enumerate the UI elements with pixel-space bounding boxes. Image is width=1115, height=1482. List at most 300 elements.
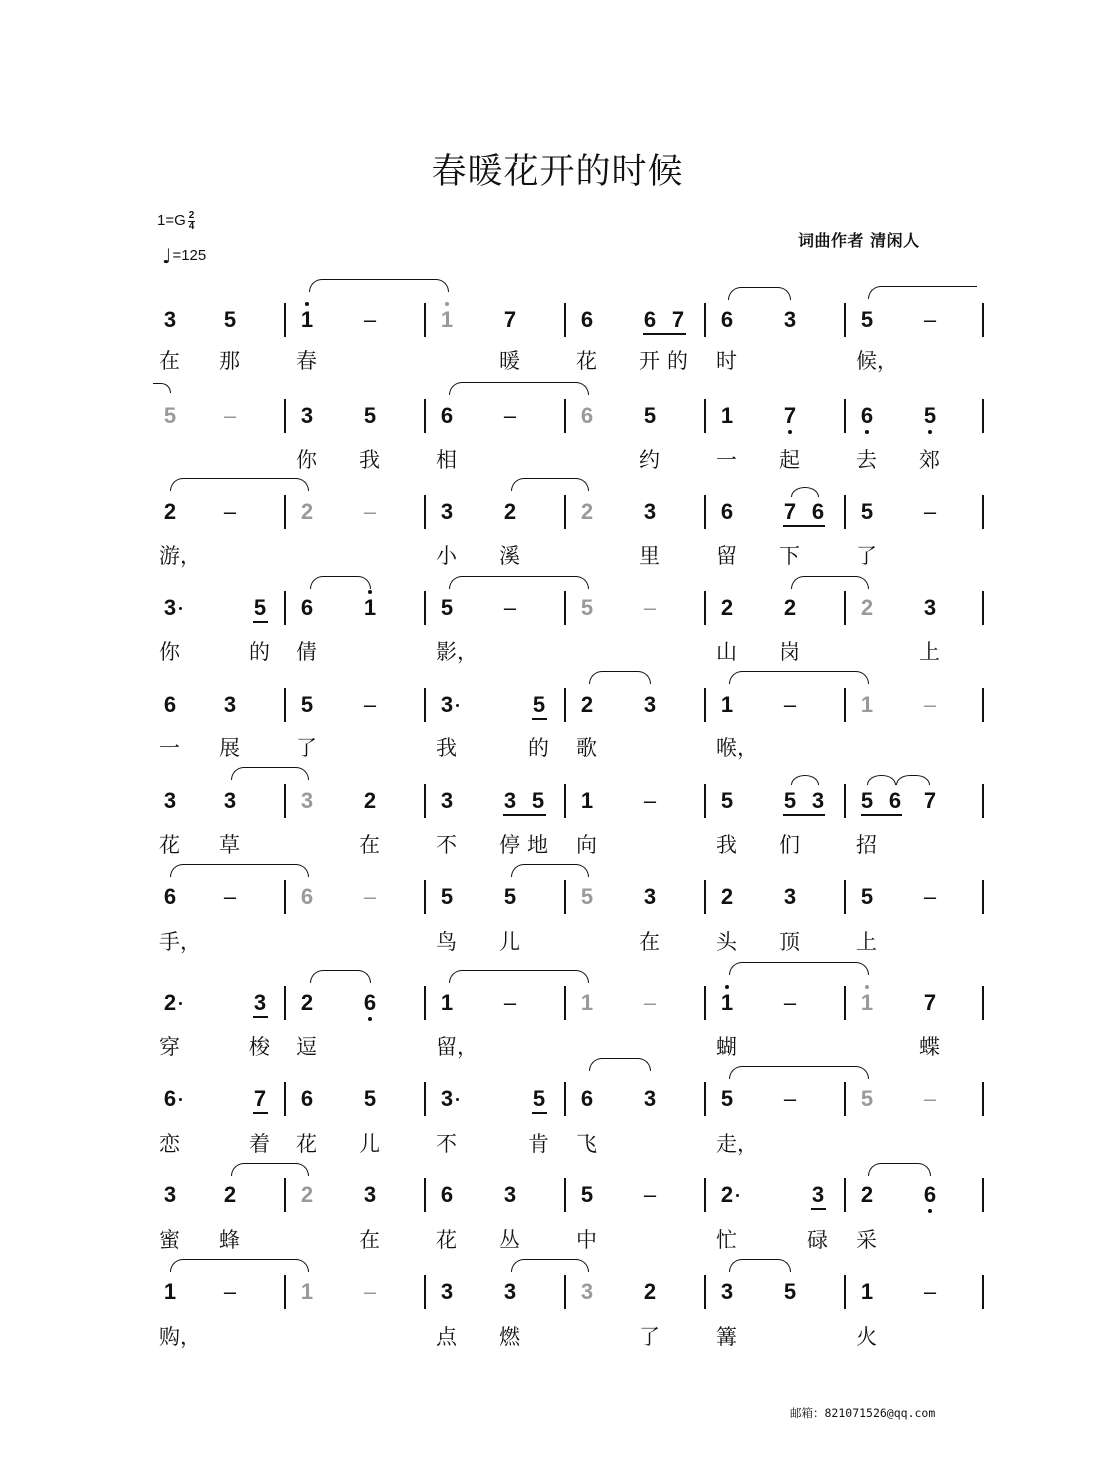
bar-line [284, 986, 286, 1020]
note-digit: 1 [860, 990, 874, 1015]
lyric: 不 [436, 833, 457, 857]
tie-arc [170, 864, 309, 877]
sustain-dash [498, 404, 522, 428]
eighth-underline [253, 1016, 268, 1018]
lyric: 中 [576, 1228, 597, 1252]
note-digit: 5 [253, 595, 267, 620]
bar-line [844, 1082, 846, 1116]
lyric: 购， [159, 1325, 201, 1349]
tie-arc [231, 1163, 309, 1176]
note [855, 1280, 879, 1304]
lyric: 倩 [296, 640, 317, 664]
sustain-dash [638, 596, 662, 620]
sustain-dash [778, 1087, 802, 1111]
note-digit: 5 [531, 788, 545, 813]
sustain-dash [358, 885, 382, 909]
lyric: 停 [499, 833, 520, 857]
note [575, 1280, 599, 1304]
note-digit: 3 [440, 1279, 454, 1304]
note-digit: 5 [783, 788, 797, 813]
lyric: 岗 [779, 640, 800, 664]
tie-arc [729, 1066, 869, 1079]
eighth-underline [503, 814, 546, 816]
note-digit: 2 [503, 499, 517, 524]
note-digit: 5 [532, 1086, 546, 1111]
note [575, 885, 599, 909]
note-digit: 2 [223, 1182, 237, 1207]
note [855, 885, 879, 909]
note [498, 308, 522, 332]
lyric: 时 [716, 349, 737, 373]
augmentation-dot [456, 704, 459, 707]
note-digit: 5 [720, 788, 734, 813]
bar-line [564, 1275, 566, 1309]
lyric: 你 [296, 448, 317, 472]
sustain-dash [498, 596, 522, 620]
note [498, 789, 522, 813]
lyric: 我 [436, 736, 457, 760]
note-digit: 5 [860, 499, 874, 524]
tie-arc [729, 1259, 791, 1272]
lyric: 飞 [576, 1132, 597, 1156]
tie-arc [449, 576, 589, 589]
note-digit: – [503, 990, 517, 1015]
bar-line [982, 880, 984, 914]
note-digit: 5 [532, 692, 546, 717]
bar-line [704, 688, 706, 722]
tie-arc [868, 1163, 931, 1176]
note [918, 1183, 942, 1207]
note-digit: 5 [720, 1086, 734, 1111]
lyric: 着 [249, 1132, 270, 1156]
bar-line [564, 495, 566, 529]
bar-line [424, 784, 426, 818]
note-digit: 3 [811, 1182, 825, 1207]
tie-arc [511, 1259, 589, 1272]
bar-line [284, 688, 286, 722]
note-digit: 6 [720, 499, 734, 524]
eighth-underline [783, 814, 825, 816]
lyric: 山 [716, 640, 737, 664]
note-digit: 6 [580, 403, 594, 428]
augmentation-dot [179, 1098, 182, 1101]
note-digit: 2 [720, 884, 734, 909]
note-digit: 6 [720, 307, 734, 332]
lyric: 里 [639, 544, 660, 568]
lyric: 走， [716, 1132, 758, 1156]
augmentation-dot [179, 1002, 182, 1005]
bar-line [284, 303, 286, 337]
note [855, 308, 879, 332]
note-digit: – [643, 595, 657, 620]
note [715, 693, 739, 717]
tie-arc [231, 767, 309, 780]
note [715, 404, 739, 428]
bar-line [704, 986, 706, 1020]
octave-dot-high [865, 985, 869, 989]
bar-line [284, 1178, 286, 1212]
note [158, 693, 182, 717]
note-digit: 3 [163, 307, 177, 332]
sustain-dash [358, 500, 382, 524]
note [435, 308, 459, 332]
note [715, 991, 739, 1015]
note-digit: 3 [440, 499, 454, 524]
note-digit: 3 [503, 1182, 517, 1207]
bar-line [284, 399, 286, 433]
note-digit: 3 [811, 788, 825, 813]
bar-line [844, 688, 846, 722]
bar-line [704, 399, 706, 433]
tie-arc [511, 864, 589, 877]
lyric: 草 [219, 833, 240, 857]
bar-line [704, 591, 706, 625]
note-digit: – [923, 1279, 937, 1304]
note-digit: – [643, 1182, 657, 1207]
note-digit: 3 [300, 788, 314, 813]
tie-arc [728, 287, 791, 300]
lyric: 儿 [499, 930, 520, 954]
lyric: 儿 [359, 1132, 380, 1156]
note [715, 1087, 739, 1111]
note [883, 789, 907, 813]
sustain-dash [638, 789, 662, 813]
footer-email: 邮箱：821071526@qq.com [790, 1406, 936, 1420]
note [855, 596, 879, 620]
note [575, 308, 599, 332]
note [638, 1087, 662, 1111]
lyric: 春 [296, 349, 317, 373]
lyric: 鸟 [436, 930, 457, 954]
bar-line [704, 303, 706, 337]
note [218, 693, 242, 717]
bar-line [564, 1178, 566, 1212]
sustain-dash [778, 693, 802, 717]
note-digit: 2 [300, 1182, 314, 1207]
bar-line [564, 784, 566, 818]
lyric: 了 [639, 1325, 660, 1349]
sustain-dash [358, 308, 382, 332]
note-digit: 1 [720, 990, 734, 1015]
note [158, 1087, 182, 1111]
lyric: 头 [716, 930, 737, 954]
note [575, 1087, 599, 1111]
tie-arc [867, 775, 896, 785]
note [158, 500, 182, 524]
tie-arc [449, 382, 589, 395]
note [715, 789, 739, 813]
bar-line [982, 303, 984, 337]
lyric: 手， [159, 930, 201, 954]
note [158, 404, 182, 428]
eighth-underline [532, 718, 547, 720]
note-digit: 2 [720, 595, 734, 620]
note-digit: 3 [163, 1182, 177, 1207]
note [715, 885, 739, 909]
tie-arc [791, 576, 869, 589]
bar-line [424, 1275, 426, 1309]
sustain-dash [498, 991, 522, 1015]
eighth-underline [643, 333, 686, 335]
note [666, 308, 690, 332]
note-digit: 6 [300, 595, 314, 620]
note [435, 693, 459, 717]
note-digit: 3 [580, 1279, 594, 1304]
tie-arc [729, 671, 869, 684]
sustain-dash [218, 404, 242, 428]
quarter-note-icon: ♩ [162, 244, 172, 268]
lyric: 郊 [919, 448, 940, 472]
note [295, 885, 319, 909]
note [778, 789, 802, 813]
note [218, 789, 242, 813]
note-digit: 3 [223, 788, 237, 813]
note-digit: 1 [300, 1279, 314, 1304]
lyric: 地 [527, 833, 548, 857]
lyric: 去 [856, 448, 877, 472]
note [295, 404, 319, 428]
tie-arc [791, 775, 819, 785]
lyric: 燃 [499, 1325, 520, 1349]
note-digit: 1 [440, 990, 454, 1015]
lyric: 火 [856, 1325, 877, 1349]
note-digit: 2 [163, 990, 177, 1015]
lyric: 的 [667, 349, 688, 373]
bar-line [424, 591, 426, 625]
lyric: 蝶 [919, 1035, 940, 1059]
bar-line [704, 495, 706, 529]
note-digit: – [223, 499, 237, 524]
note [218, 1183, 242, 1207]
note [358, 404, 382, 428]
lyric: 那 [219, 349, 240, 373]
lyric: 顶 [779, 930, 800, 954]
bar-line [424, 1178, 426, 1212]
note [575, 500, 599, 524]
note [778, 1280, 802, 1304]
lyric: 逗 [296, 1035, 317, 1059]
note-digit: 6 [300, 884, 314, 909]
sustain-dash [638, 991, 662, 1015]
note-digit: 3 [440, 1086, 454, 1111]
note-digit: 3 [440, 788, 454, 813]
bar-line [844, 986, 846, 1020]
tie-arc [791, 487, 819, 497]
note [575, 404, 599, 428]
note [158, 885, 182, 909]
eighth-underline [861, 814, 902, 816]
note [295, 693, 319, 717]
lyric: 丛 [499, 1228, 520, 1252]
octave-dot-low [928, 430, 932, 434]
note-digit: 2 [163, 499, 177, 524]
bar-line [564, 688, 566, 722]
octave-dot-high [445, 302, 449, 306]
bar-line [704, 880, 706, 914]
bar-line [844, 495, 846, 529]
bar-line [284, 784, 286, 818]
bar-line [424, 399, 426, 433]
note [638, 500, 662, 524]
note [918, 404, 942, 428]
note-digit: 5 [363, 403, 377, 428]
note [638, 308, 662, 332]
note [248, 596, 272, 620]
lyric: 穿 [159, 1035, 180, 1059]
sustain-dash [218, 885, 242, 909]
note [158, 1280, 182, 1304]
note [218, 308, 242, 332]
note [715, 1280, 739, 1304]
lyric: 蜜 [159, 1228, 180, 1252]
note-digit: 3 [643, 884, 657, 909]
note-digit: – [923, 499, 937, 524]
bar-line [844, 303, 846, 337]
lyric: 蝴 [716, 1035, 737, 1059]
note [778, 596, 802, 620]
note [715, 1183, 739, 1207]
bar-line [844, 591, 846, 625]
note [855, 1087, 879, 1111]
note-digit: 7 [783, 403, 797, 428]
note-digit: 6 [580, 1086, 594, 1111]
note [806, 500, 830, 524]
lyric: 在 [159, 349, 180, 373]
bar-line [982, 688, 984, 722]
note [358, 789, 382, 813]
note [435, 1183, 459, 1207]
bar-line [564, 986, 566, 1020]
bar-line [982, 1082, 984, 1116]
note-digit: – [783, 1086, 797, 1111]
note-digit: – [223, 884, 237, 909]
note [295, 789, 319, 813]
note-digit: – [923, 884, 937, 909]
note [638, 1280, 662, 1304]
note-digit: 7 [783, 499, 797, 524]
note-digit: 6 [440, 1182, 454, 1207]
note [498, 1280, 522, 1304]
bar-line [284, 1275, 286, 1309]
note-digit: 7 [503, 307, 517, 332]
note [248, 1087, 272, 1111]
note-digit: 6 [440, 403, 454, 428]
lyric: 在 [639, 930, 660, 954]
octave-dot-high [305, 302, 309, 306]
note-digit: 2 [720, 1182, 734, 1207]
bar-line [844, 1178, 846, 1212]
note-digit: 3 [503, 788, 517, 813]
note [715, 500, 739, 524]
lyric: 蜂 [219, 1228, 240, 1252]
note-digit: – [923, 692, 937, 717]
lyric: 了 [856, 544, 877, 568]
note-digit: 1 [440, 307, 454, 332]
lyric: 上 [856, 930, 877, 954]
lyric: 上 [919, 640, 940, 664]
note-digit: 3 [783, 307, 797, 332]
note [806, 1183, 830, 1207]
note-digit: 1 [860, 692, 874, 717]
note [918, 991, 942, 1015]
lyric: 小 [436, 544, 457, 568]
tie-arc [896, 775, 930, 785]
note [715, 596, 739, 620]
bar-line [982, 495, 984, 529]
tie-arc [589, 671, 651, 684]
note-digit: 5 [223, 307, 237, 332]
note-digit: 3 [783, 884, 797, 909]
note-digit: 5 [503, 884, 517, 909]
note [575, 789, 599, 813]
note-digit: 5 [440, 595, 454, 620]
note [806, 789, 830, 813]
note [435, 1087, 459, 1111]
bar-line [982, 1275, 984, 1309]
note-digit: 5 [860, 307, 874, 332]
lyric: 点 [436, 1325, 457, 1349]
octave-dot-high [725, 985, 729, 989]
octave-dot-low [368, 1017, 372, 1021]
bar-line [564, 880, 566, 914]
note-digit: 5 [860, 1086, 874, 1111]
note-digit: 5 [440, 884, 454, 909]
bar-line [284, 1082, 286, 1116]
note-digit: – [923, 307, 937, 332]
bar-line [564, 1082, 566, 1116]
note-digit: 7 [923, 990, 937, 1015]
note-digit: 6 [163, 1086, 177, 1111]
note-digit: 3 [720, 1279, 734, 1304]
sustain-dash [918, 308, 942, 332]
bar-line [982, 986, 984, 1020]
note [158, 1183, 182, 1207]
note [498, 500, 522, 524]
lyric: 梭 [249, 1035, 270, 1059]
note-digit: 1 [300, 307, 314, 332]
bar-line [424, 495, 426, 529]
lyric: 花 [576, 349, 597, 373]
bar-line [424, 986, 426, 1020]
note [435, 991, 459, 1015]
note [855, 500, 879, 524]
note-digit: 7 [253, 1086, 267, 1111]
lyric: 的 [249, 640, 270, 664]
lyric: 花 [296, 1132, 317, 1156]
note-digit: 7 [923, 788, 937, 813]
note [527, 693, 551, 717]
lyric: 忙 [716, 1228, 737, 1252]
bar-line [704, 1082, 706, 1116]
note [435, 404, 459, 428]
note-digit: – [643, 990, 657, 1015]
eighth-underline [532, 1112, 547, 1114]
octave-dot-low [865, 430, 869, 434]
note-digit: 1 [720, 403, 734, 428]
sustain-dash [918, 885, 942, 909]
note-digit: 1 [580, 990, 594, 1015]
sustain-dash [218, 1280, 242, 1304]
lyric: 花 [159, 833, 180, 857]
lyric: 我 [359, 448, 380, 472]
note [358, 1183, 382, 1207]
note [855, 991, 879, 1015]
note-digit: 1 [363, 595, 377, 620]
bar-line [284, 495, 286, 529]
note-digit: 3 [643, 1086, 657, 1111]
octave-dot-low [928, 1209, 932, 1213]
note-digit: 3 [503, 1279, 517, 1304]
